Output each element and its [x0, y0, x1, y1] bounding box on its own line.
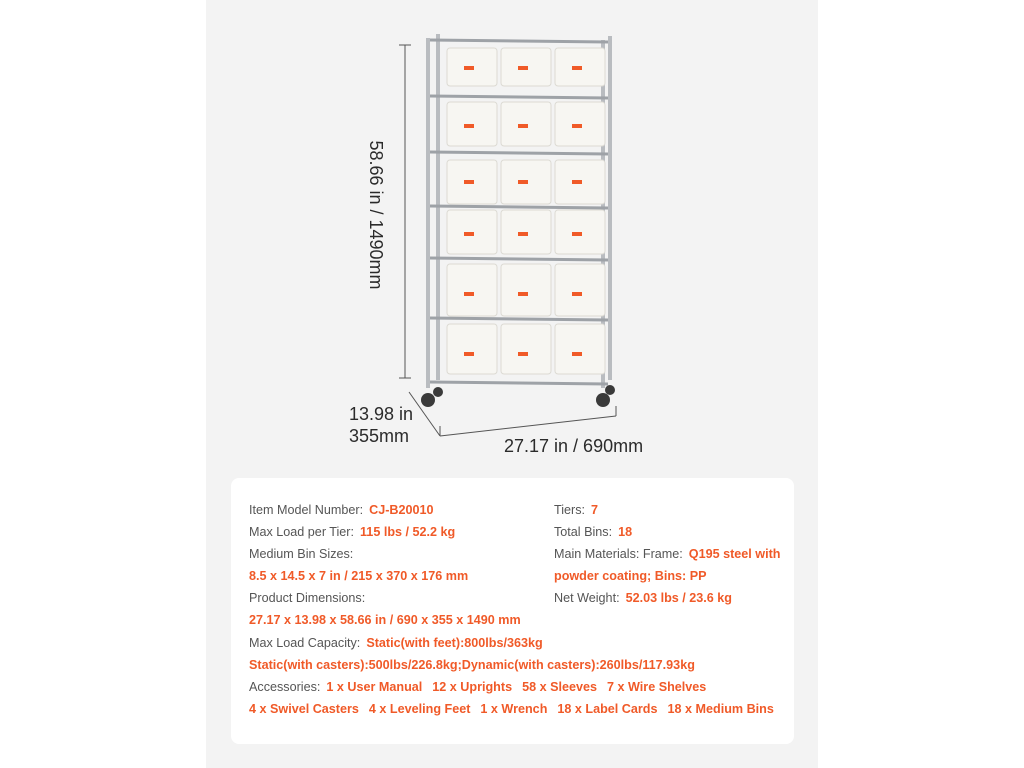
spec-max-load-tier [249, 524, 455, 540]
spec-value: 115 lbs / 52.2 kg [360, 525, 456, 539]
spec-label: Accessories: [249, 680, 321, 694]
spec-tiers [554, 502, 598, 518]
spec-value: Q195 steel with [688, 547, 781, 561]
accessory-item: 58 x Sleeves [522, 680, 598, 694]
height-dimension: 58.66 in / 1490mm [366, 140, 386, 290]
accessory-item: 18 x Label Cards [557, 702, 658, 716]
accessory-item: 4 x Swivel Casters [249, 702, 359, 716]
spec-value: 8.5 x 14.5 x 7 in / 215 x 370 x 176 mm [249, 569, 469, 583]
spec-model [249, 502, 434, 518]
spec-materials-line2 [554, 568, 707, 584]
spec-label: Max Load Capacity: [249, 636, 361, 650]
spec-value: CJ-B20010 [369, 503, 434, 517]
spec-label: Main Materials: Frame: [554, 547, 683, 561]
spec-value: Static(with casters):500lbs/226.8kg;Dynamic(with casters):260lbs/117.93kg [249, 658, 695, 672]
spec-value: 18 [618, 525, 633, 539]
accessory-item: 1 x Wrench [480, 702, 548, 716]
shelving-rack-illustration [206, 0, 818, 470]
spec-label: Medium Bin Sizes: [249, 547, 354, 561]
spec-product-dims-value [249, 612, 521, 628]
spec-bin-sizes-label [249, 546, 353, 562]
accessory-item: 12 x Uprights [432, 680, 513, 694]
spec-label: Total Bins: [554, 525, 613, 539]
spec-label: Tiers: [554, 503, 586, 517]
spec-label: Net Weight: [554, 591, 620, 605]
spec-label: Item Model Number: [249, 503, 364, 517]
accessory-item: 7 x Wire Shelves [607, 680, 707, 694]
spec-max-capacity-line2 [249, 657, 695, 673]
accessory-item: 1 x User Manual [326, 680, 423, 694]
spec-label: Product Dimensions: [249, 591, 366, 605]
spec-card [231, 478, 794, 744]
spec-value: 27.17 x 13.98 x 58.66 in / 690 x 355 x 1490 mm [249, 613, 521, 627]
depth-dimension [349, 403, 439, 447]
spec-net-weight [554, 590, 732, 606]
accessory-item: 18 x Medium Bins [667, 702, 774, 716]
spec-product-dims-label [249, 590, 365, 606]
product-figure [206, 0, 818, 470]
spec-value: powder coating; Bins: PP [554, 569, 707, 583]
spec-accessories-line2 [249, 701, 774, 717]
spec-bin-sizes-value [249, 568, 468, 584]
width-dimension: 27.17 in / 690mm [504, 436, 644, 456]
spec-total-bins [554, 524, 632, 540]
spec-max-capacity [249, 635, 543, 651]
spec-materials [554, 546, 780, 562]
spec-value: 52.03 lbs / 23.6 kg [625, 591, 732, 605]
spec-accessories [249, 679, 706, 695]
spec-value: Static(with feet):800lbs/363kg [366, 636, 543, 650]
depth-inches: 13.98 in [349, 404, 414, 424]
spec-value: 7 [591, 503, 599, 517]
spec-label: Max Load per Tier: [249, 525, 354, 539]
depth-millimeters: 355mm [349, 426, 410, 446]
casters [421, 385, 615, 407]
accessory-item: 4 x Leveling Feet [368, 702, 471, 716]
